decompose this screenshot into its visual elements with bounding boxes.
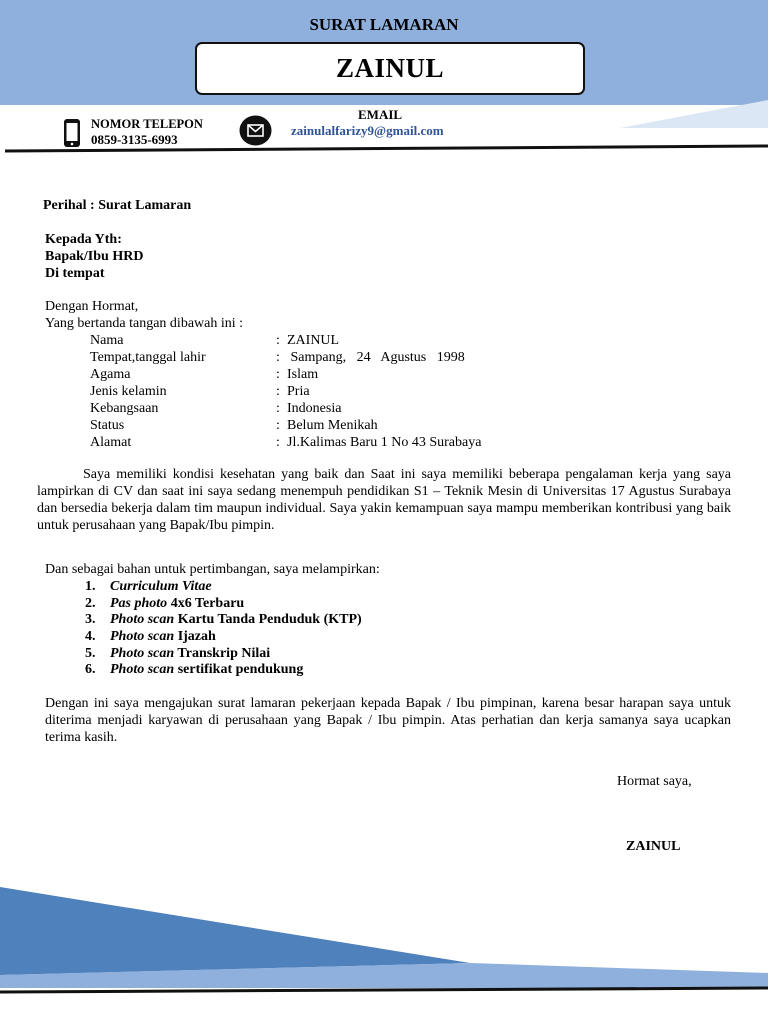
footer-decoration [0,855,768,1024]
document-type-title: SURAT LAMARAN [309,15,459,34]
detail-value: Islam [287,367,319,382]
intro-line: Yang bertanda tangan dibawah ini : [45,316,244,331]
recipient-line-1: Kepada Yth: [45,232,122,247]
mobile-phone-icon [63,118,81,148]
attachment-italic: Photo scan [110,612,175,627]
attachment-text: sertifikat pendukung [174,662,304,677]
detail-label: Agama [90,367,131,382]
phone-number: 0859-3135-6993 [91,132,178,147]
attachment-text: Ijazah [174,629,216,644]
attachment-item [85,611,362,628]
applicant-name: ZAINUL [335,53,445,83]
detail-value: Pria [287,384,310,399]
attachment-item [85,595,244,612]
detail-colon: : [276,401,280,416]
attachment-italic: Photo scan [110,646,175,661]
attachment-item [85,578,212,595]
attachment-text: 4x6 Terbaru [167,596,245,611]
detail-row-status [90,417,590,434]
body-paragraph: Saya memiliki kondisi kesehatan yang baik dan Saat ini saya memiliki beberapa pengalaman kerja yang saya lampirkan di CV dan saat ini saya sedang menempuh pendidikan S1 – Teknik Mesin di Universitas 17 Agustus Surabaya dan bersedia bekerja dalam tim maupun individual. Saya yakin kemampuan saya mampu memberikan kontribusi yang baik untuk perusahaan yang Bapak/Ibu pimpin. [37,467,731,533]
recipient-line-2: Bapak/Ibu HRD [45,249,144,264]
detail-label: Nama [90,333,124,348]
attachment-italic: Curriculum Vitae [110,579,212,594]
attachment-item [85,628,216,645]
detail-value: Indonesia [287,401,342,416]
attachment-number: 4. [85,629,96,644]
detail-colon: : [276,435,280,450]
attachment-italic: Photo scan [110,629,175,644]
attachment-number: 5. [85,646,96,661]
detail-colon: : [276,333,280,348]
envelope-icon [239,115,272,146]
detail-row-nationality [90,400,590,417]
detail-value: ZAINUL [287,333,340,348]
recipient-line-3: Di tempat [45,266,105,281]
detail-row-name [90,332,590,349]
detail-row-birth [90,349,590,366]
detail-label: Alamat [90,435,132,450]
attachment-text: Kartu Tanda Penduduk (KTP) [174,612,362,627]
attachment-item [85,645,270,662]
detail-value: Belum Menikah [287,418,378,433]
attachments-intro: Dan sebagai bahan untuk pertimbangan, saya melampirkan: [45,562,380,577]
email-address[interactable]: zainulalfarizy9@gmail.com [291,123,444,138]
detail-colon: : [276,418,280,433]
detail-colon: : [276,350,280,365]
detail-label: Kebangsaan [90,401,159,416]
phone-label: NOMOR TELEPON [91,117,203,131]
attachment-italic: Pas photo [110,596,168,611]
letter-subject: Perihal : Surat Lamaran [43,198,192,213]
attachment-number: 6. [85,662,96,677]
detail-value: Sampang, 24 Agustus 1998 [287,350,465,365]
detail-row-address [90,434,590,451]
sign-off: Hormat saya, [617,774,692,789]
detail-colon: : [276,367,280,382]
closing-paragraph: Dengan ini saya mengajukan surat lamaran pekerjaan kepada Bapak / Ibu pimpinan, karena besar harapan saya untuk diterima menjadi karyawan di perusahaan yang Bapak / Ibu pimpin. Atas perhatian dan kerja samanya saya ucapkan terima kasih. [45,696,731,745]
applicant-name-box [195,42,585,95]
detail-label: Status [90,418,125,433]
detail-row-religion [90,366,590,383]
signature-name: ZAINUL [626,839,681,854]
detail-label: Tempat,tanggal lahir [90,350,206,365]
detail-row-gender [90,383,590,400]
detail-label: Jenis kelamin [90,384,167,399]
detail-colon: : [276,384,280,399]
attachment-number: 2. [85,596,96,611]
email-label: EMAIL [358,107,403,122]
detail-value: Jl.Kalimas Baru 1 No 43 Surabaya [287,435,482,450]
attachment-number: 1. [85,579,96,594]
attachment-italic: Photo scan [110,662,175,677]
attachment-item [85,661,303,678]
greeting: Dengan Hormat, [45,299,139,314]
attachment-text: Transkrip Nilai [174,646,271,661]
attachment-number: 3. [85,612,96,627]
